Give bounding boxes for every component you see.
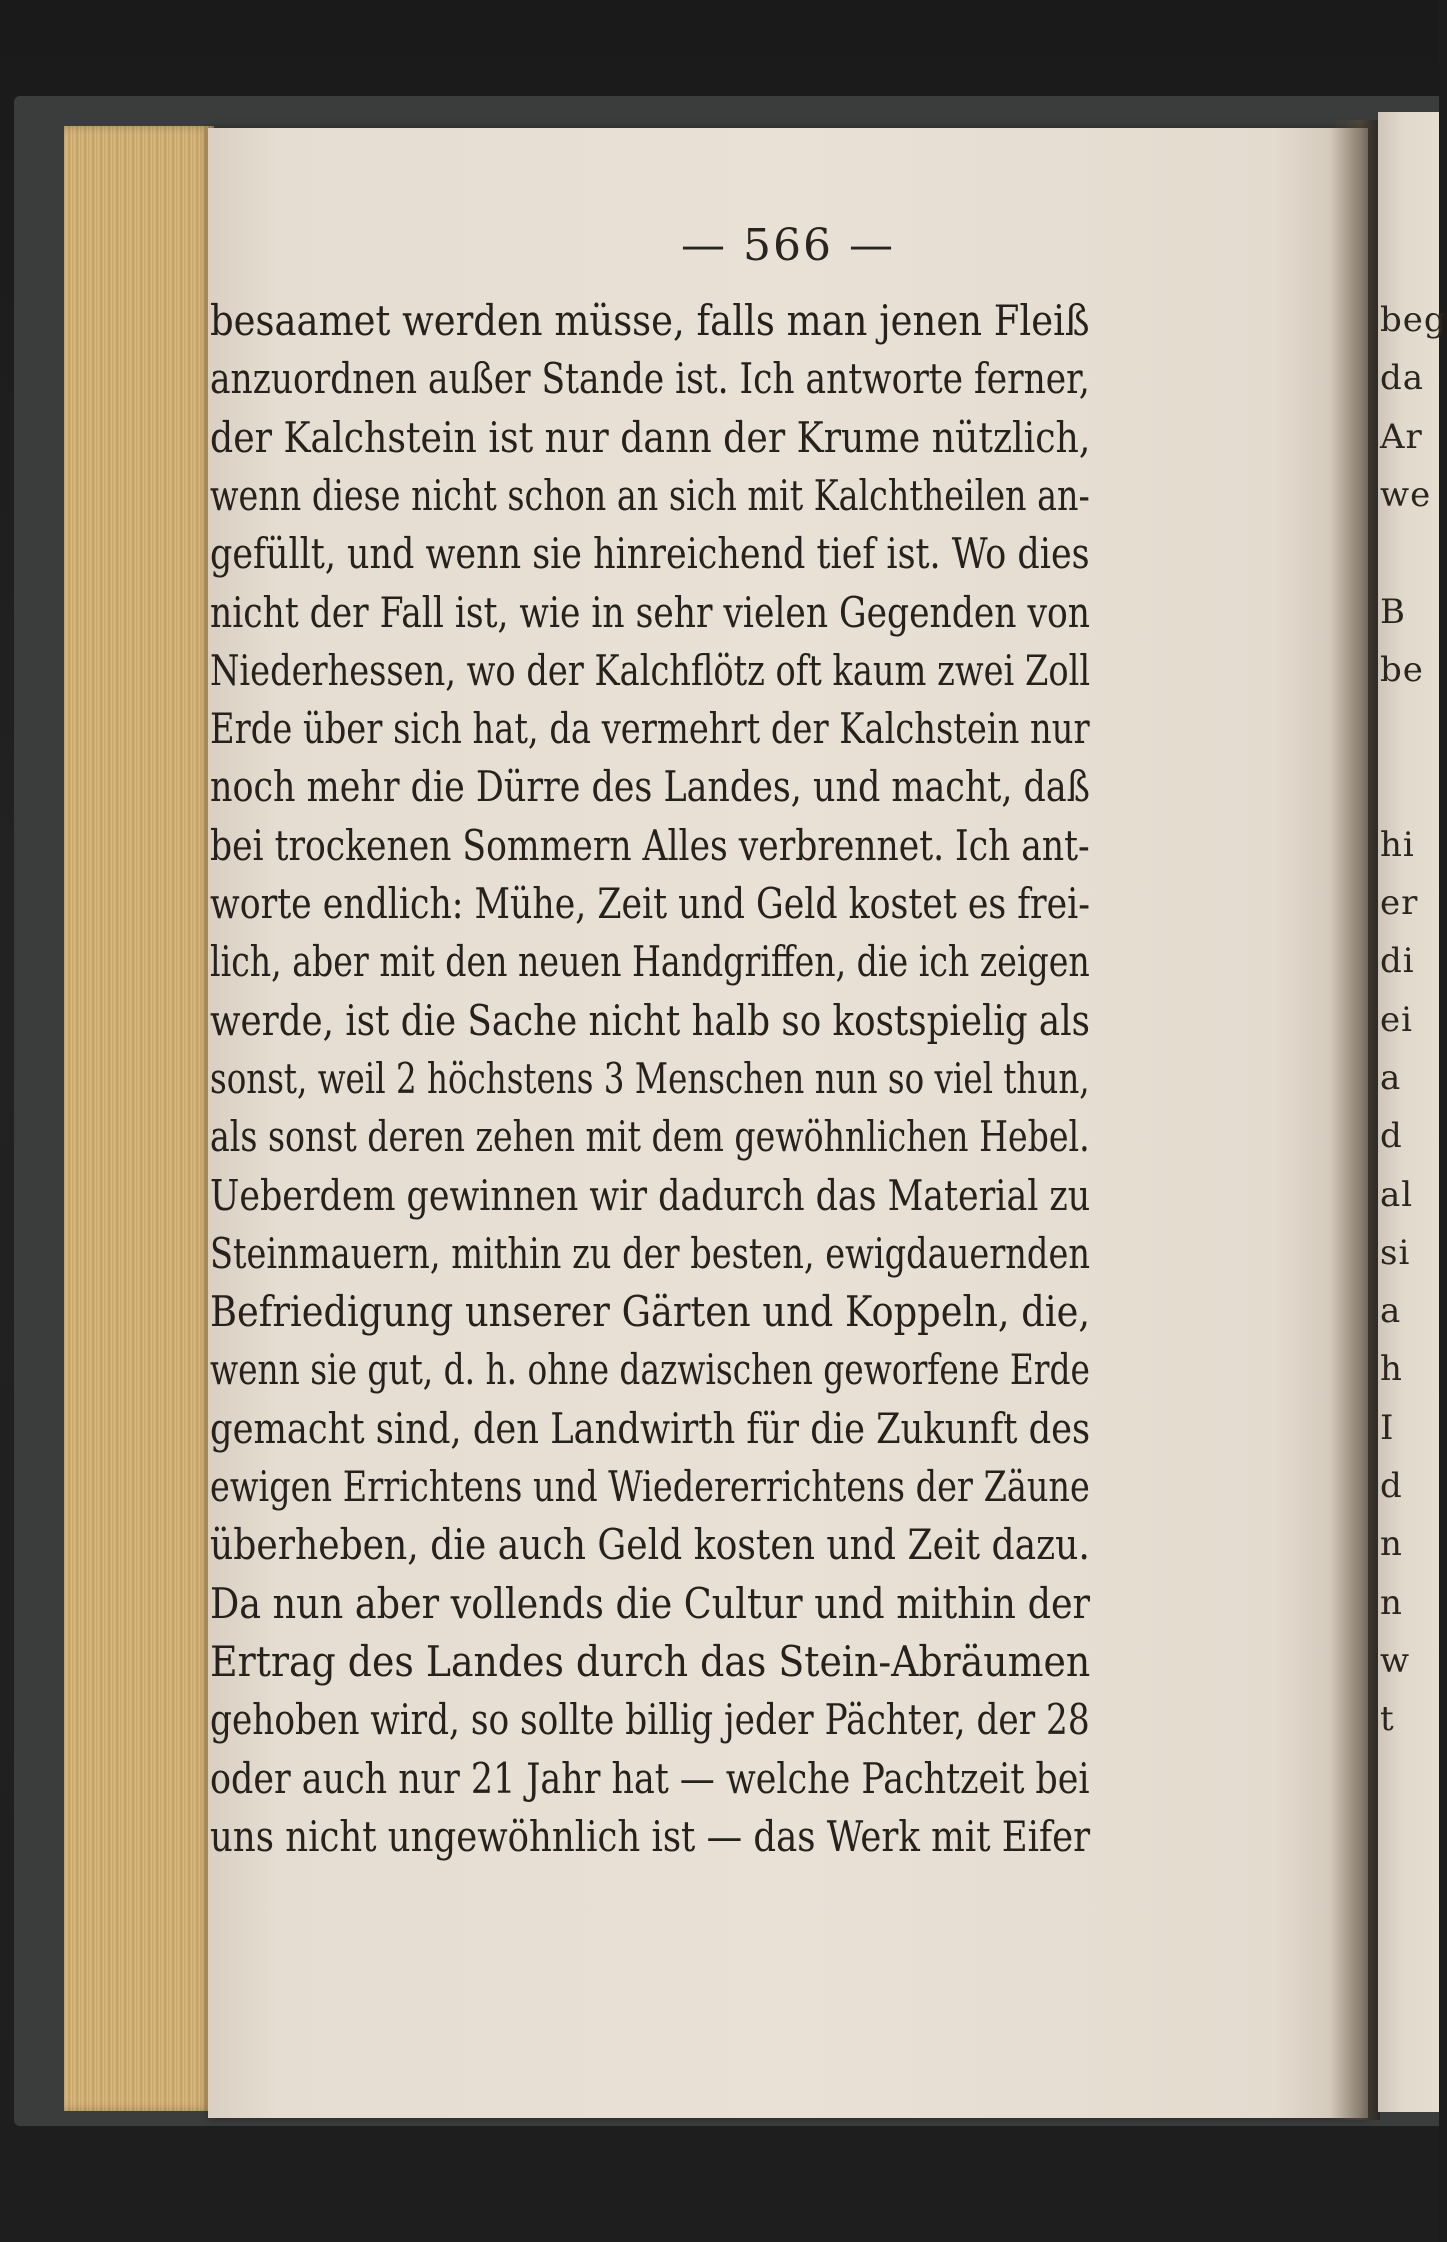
text-line: nicht der Fall ist, wie in sehr vielen Gegenden von bbox=[210, 587, 1090, 637]
text-line: anzuordnen außer Stande ist. Ich antworte ferner, bbox=[210, 354, 1090, 404]
facing-text-fragment: n bbox=[1380, 1524, 1403, 1565]
text-line: als sonst deren zehen mit dem gewöhnlichen Hebel. bbox=[210, 1112, 1090, 1162]
text-line: überheben, die auch Geld kosten und Zeit dazu. bbox=[210, 1520, 1090, 1570]
facing-text-fragment: t bbox=[1380, 1699, 1395, 1740]
text-line: werde, ist die Sache nicht halb so kostspielig als bbox=[210, 995, 1090, 1045]
facing-text-fragment: a bbox=[1380, 1057, 1402, 1098]
facing-text-fragment: d bbox=[1380, 1116, 1403, 1157]
page-number: — 566 — bbox=[681, 220, 895, 271]
text-line: noch mehr die Dürre des Landes, und macht, daß bbox=[210, 762, 1090, 812]
text-line: bei trockenen Sommern Alles verbrennet. Ich ant- bbox=[210, 820, 1090, 870]
facing-text-fragment: di bbox=[1380, 941, 1415, 982]
facing-text-fragment: be bbox=[1380, 649, 1424, 690]
text-line: besaamet werden müsse, falls man jenen Fleiß bbox=[210, 296, 1090, 345]
text-line: worte endlich: Mühe, Zeit und Geld kostet es frei- bbox=[210, 879, 1091, 928]
text-line: Ueberdem gewinnen wir dadurch das Material zu bbox=[210, 1170, 1091, 1220]
facing-text-fragment: B bbox=[1380, 591, 1406, 632]
text-line: Niederhessen, wo der Kalchflötz oft kaum zwei Zoll bbox=[210, 645, 1091, 695]
text-line: Ertrag des Landes durch das Stein-Abräumen bbox=[210, 1636, 1091, 1686]
facing-text-fragment: al bbox=[1380, 1174, 1414, 1215]
facing-text-fragment: n bbox=[1380, 1582, 1403, 1623]
facing-text-fragment: hi bbox=[1380, 824, 1415, 865]
facing-text-fragment: Ar bbox=[1380, 416, 1423, 457]
text-line: wenn diese nicht schon an sich mit Kalchtheilen an- bbox=[210, 470, 1090, 520]
facing-text-fragment: a bbox=[1380, 1291, 1402, 1332]
text-line: oder auch nur 21 Jahr hat — welche Pachtzeit bei bbox=[210, 1753, 1090, 1803]
facing-text-fragment: I bbox=[1380, 1407, 1395, 1448]
text-line: der Kalchstein ist nur dann der Krume nützlich, bbox=[210, 412, 1091, 462]
facing-page bbox=[1378, 112, 1447, 2112]
text-line: wenn sie gut, d. h. ohne dazwischen geworfene Erde bbox=[210, 1345, 1090, 1395]
text-line: sonst, weil 2 höchstens 3 Menschen nun so viel thun, bbox=[210, 1053, 1090, 1103]
facing-text-fragment: we bbox=[1380, 474, 1432, 515]
text-line: Steinmauern, mithin zu der besten, ewigdauernden bbox=[210, 1228, 1090, 1278]
text-line: Da nun aber vollends die Cultur und mithin der bbox=[210, 1578, 1091, 1628]
facing-text-fragment: ei bbox=[1380, 999, 1413, 1040]
facing-text-fragment: w bbox=[1380, 1640, 1411, 1681]
facing-text-fragment: beg bbox=[1380, 300, 1447, 340]
facing-text-fragment: er bbox=[1380, 883, 1419, 923]
facing-text-fragment: da bbox=[1380, 358, 1425, 399]
text-line: gehoben wird, so sollte billig jeder Pächter, der 28 bbox=[210, 1695, 1090, 1745]
text-line: gemacht sind, den Landwirth für die Zukunft des bbox=[210, 1403, 1091, 1453]
page-gutter bbox=[1330, 120, 1380, 2120]
facing-text-fragment: d bbox=[1380, 1466, 1403, 1506]
text-line: uns nicht ungewöhnlich ist — das Werk mit Eifer bbox=[210, 1811, 1091, 1861]
facing-text-fragment: si bbox=[1380, 1232, 1411, 1273]
text-line: lich, aber mit den neuen Handgriffen, die ich zeigen bbox=[210, 937, 1090, 987]
text-line: Befriedigung unserer Gärten und Koppeln, die, bbox=[210, 1287, 1091, 1337]
page-edges bbox=[64, 126, 214, 2111]
facing-text-fragment: h bbox=[1380, 1349, 1403, 1390]
text-line: ewigen Errichtens und Wiedererrichtens der Zäune bbox=[210, 1462, 1090, 1511]
text-line: gefüllt, und wenn sie hinreichend tief ist. Wo dies bbox=[210, 529, 1090, 579]
text-line: Erde über sich hat, da vermehrt der Kalchstein nur bbox=[210, 704, 1090, 754]
